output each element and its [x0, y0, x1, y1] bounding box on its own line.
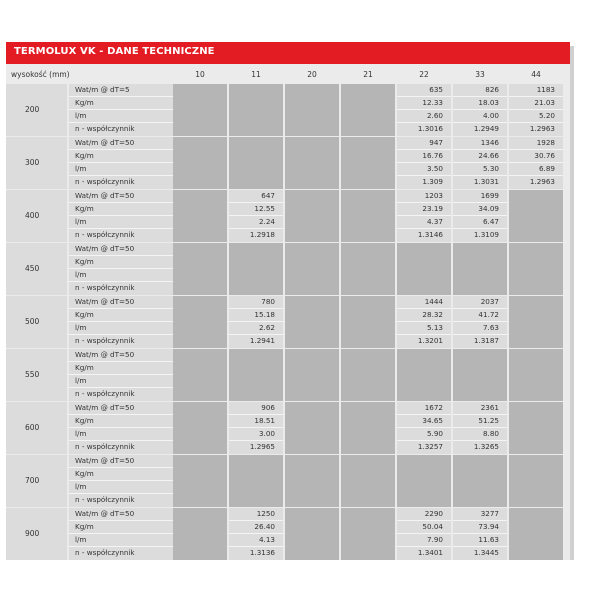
cell-value: 947: [429, 138, 443, 147]
cell-value: 12.55: [254, 204, 275, 213]
cell-value: 4.13: [258, 535, 275, 544]
cell-value: 5.90: [426, 429, 443, 438]
cell-value: 1183: [536, 85, 555, 94]
cell-value: 2.60: [426, 111, 443, 120]
empty-cell: [453, 243, 507, 295]
quantity-label: l/m: [75, 482, 87, 491]
empty-cell: [341, 455, 395, 507]
quantity-label: n - współczynnik: [75, 230, 135, 239]
empty-cell: [509, 455, 563, 507]
cell-value: 11.63: [478, 535, 499, 544]
cell-value: 5.30: [482, 164, 499, 173]
column-header-10: 10: [195, 70, 205, 79]
cell-value: 28.32: [422, 310, 443, 319]
cell-value: 30.76: [534, 151, 555, 160]
empty-cell: [397, 243, 451, 295]
cell-value: 1.2949: [473, 124, 499, 133]
data-cell: [453, 296, 507, 348]
quantity-label: Wat/m @ dT=50: [75, 350, 135, 359]
cell-value: 2037: [480, 297, 499, 306]
empty-cell: [173, 349, 227, 401]
column-header-20: 20: [307, 70, 317, 79]
data-cell: [453, 508, 507, 560]
empty-cell: [509, 402, 563, 454]
quantity-label: Wat/m @ dT=50: [75, 403, 135, 412]
data-cell: [229, 402, 283, 454]
tech-data-panel: [6, 42, 570, 560]
empty-cell: [285, 190, 339, 242]
cell-value: 1346: [480, 138, 499, 147]
empty-cell: [285, 455, 339, 507]
empty-cell: [509, 190, 563, 242]
empty-cell: [173, 402, 227, 454]
table-row-group: [6, 296, 570, 348]
table-row-group: [6, 508, 570, 560]
quantity-labels: [69, 190, 173, 242]
cell-value: 3.00: [258, 429, 275, 438]
data-cell: [453, 84, 507, 136]
cell-value: 21.03: [534, 98, 555, 107]
cell-value: 1.309: [422, 177, 443, 186]
data-cell: [229, 190, 283, 242]
row-height-label: 450: [6, 243, 67, 295]
empty-cell: [341, 84, 395, 136]
empty-cell: [173, 190, 227, 242]
quantity-label: n - współczynnik: [75, 124, 135, 133]
quantity-label: Wat/m @ dT=50: [75, 244, 135, 253]
cell-value: 1203: [424, 191, 443, 200]
data-cell: [509, 84, 563, 136]
cell-value: 18.51: [254, 416, 275, 425]
cell-value: 73.94: [478, 522, 499, 531]
cell-value: 50.04: [422, 522, 443, 531]
empty-cell: [453, 349, 507, 401]
column-header-33: 33: [475, 70, 485, 79]
row-height-label: 200: [6, 84, 67, 136]
cell-value: 15.18: [254, 310, 275, 319]
cell-value: 1.3401: [417, 548, 443, 557]
cell-value: 1.3445: [473, 548, 499, 557]
cell-value: 1.3016: [417, 124, 443, 133]
quantity-label: Wat/m @ dT=5: [75, 85, 130, 94]
quantity-label: l/m: [75, 376, 87, 385]
quantity-label: Wat/m @ dT=50: [75, 138, 135, 147]
quantity-labels: [69, 349, 173, 401]
data-cell: [453, 137, 507, 189]
empty-cell: [173, 455, 227, 507]
row-height-label: 500: [6, 296, 67, 348]
data-cell: [397, 508, 451, 560]
empty-cell: [285, 137, 339, 189]
row-height-label: 600: [6, 402, 67, 454]
column-header-11: 11: [251, 70, 261, 79]
empty-cell: [173, 137, 227, 189]
empty-cell: [509, 243, 563, 295]
quantity-label: Kg/m: [75, 257, 94, 266]
cell-value: 1.3109: [473, 230, 499, 239]
cell-value: 1.3257: [417, 442, 443, 451]
empty-cell: [173, 243, 227, 295]
cell-value: 1.2918: [249, 230, 275, 239]
table-row-group: [6, 84, 570, 136]
quantity-label: n - współczynnik: [75, 442, 135, 451]
data-cell: [509, 137, 563, 189]
cell-value: 6.47: [482, 217, 499, 226]
height-column-header: wysokość (mm): [11, 70, 70, 79]
empty-cell: [229, 84, 283, 136]
cell-value: 647: [261, 191, 275, 200]
cell-value: 780: [261, 297, 275, 306]
table-row-group: [6, 402, 570, 454]
cell-value: 1.3265: [473, 442, 499, 451]
empty-cell: [173, 84, 227, 136]
row-height-label: 900: [6, 508, 67, 560]
cell-value: 1.3187: [473, 336, 499, 345]
quantity-labels: [69, 84, 173, 136]
cell-value: 1672: [424, 403, 443, 412]
cell-value: 3277: [480, 509, 499, 518]
quantity-label: n - współczynnik: [75, 283, 135, 292]
cell-value: 41.72: [478, 310, 499, 319]
quantity-label: Kg/m: [75, 151, 94, 160]
quantity-label: l/m: [75, 111, 87, 120]
empty-cell: [173, 296, 227, 348]
quantity-label: n - współczynnik: [75, 177, 135, 186]
cell-value: 2361: [480, 403, 499, 412]
cell-value: 2.24: [258, 217, 275, 226]
cell-value: 2290: [424, 509, 443, 518]
cell-value: 3.50: [426, 164, 443, 173]
cell-value: 1.2941: [249, 336, 275, 345]
quantity-label: Kg/m: [75, 98, 94, 107]
cell-value: 1699: [480, 191, 499, 200]
quantity-label: l/m: [75, 164, 87, 173]
cell-value: 1.3201: [417, 336, 443, 345]
quantity-label: Kg/m: [75, 469, 94, 478]
cell-value: 8.80: [482, 429, 499, 438]
page-title: TERMOLUX VK - DANE TECHNICZNE: [14, 46, 215, 57]
empty-cell: [341, 508, 395, 560]
cell-value: 6.89: [538, 164, 555, 173]
quantity-label: l/m: [75, 323, 87, 332]
data-cell: [397, 137, 451, 189]
empty-cell: [397, 455, 451, 507]
quantity-labels: [69, 508, 173, 560]
empty-cell: [285, 243, 339, 295]
cell-value: 12.33: [422, 98, 443, 107]
empty-cell: [341, 296, 395, 348]
empty-cell: [509, 349, 563, 401]
column-header-44: 44: [531, 70, 541, 79]
quantity-labels: [69, 137, 173, 189]
cell-value: 26.40: [254, 522, 275, 531]
row-height-label: 300: [6, 137, 67, 189]
empty-cell: [173, 508, 227, 560]
row-height-label: 550: [6, 349, 67, 401]
quantity-label: l/m: [75, 270, 87, 279]
cell-value: 2.62: [258, 323, 275, 332]
cell-value: 23.19: [422, 204, 443, 213]
quantity-labels: [69, 243, 173, 295]
empty-cell: [229, 137, 283, 189]
column-header-22: 22: [419, 70, 429, 79]
title-bar: [6, 42, 570, 64]
cell-value: 34.09: [478, 204, 499, 213]
empty-cell: [285, 402, 339, 454]
quantity-labels: [69, 455, 173, 507]
data-cell: [453, 190, 507, 242]
panel-shadow: [570, 46, 574, 560]
quantity-label: Kg/m: [75, 522, 94, 531]
cell-value: 906: [261, 403, 275, 412]
quantity-label: n - współczynnik: [75, 389, 135, 398]
column-header-row: [6, 69, 570, 81]
quantity-label: n - współczynnik: [75, 548, 135, 557]
cell-value: 7.90: [426, 535, 443, 544]
data-cell: [397, 296, 451, 348]
cell-value: 4.00: [482, 111, 499, 120]
cell-value: 1.2963: [529, 124, 555, 133]
empty-cell: [341, 349, 395, 401]
table-row-group: [6, 455, 570, 507]
cell-value: 24.66: [478, 151, 499, 160]
empty-cell: [285, 349, 339, 401]
table-row-group: [6, 243, 570, 295]
cell-value: 635: [429, 85, 443, 94]
quantity-label: Kg/m: [75, 310, 94, 319]
empty-cell: [509, 508, 563, 560]
cell-value: 16.76: [422, 151, 443, 160]
cell-value: 1250: [256, 509, 275, 518]
cell-value: 1.2963: [529, 177, 555, 186]
quantity-label: l/m: [75, 535, 87, 544]
empty-cell: [341, 190, 395, 242]
table-row-group: [6, 137, 570, 189]
cell-value: 34.65: [422, 416, 443, 425]
empty-cell: [341, 243, 395, 295]
data-cell: [397, 402, 451, 454]
cell-value: 51.25: [478, 416, 499, 425]
cell-value: 1.3136: [249, 548, 275, 557]
quantity-label: Kg/m: [75, 416, 94, 425]
quantity-label: l/m: [75, 429, 87, 438]
empty-cell: [453, 455, 507, 507]
data-cell: [229, 296, 283, 348]
quantity-label: Kg/m: [75, 363, 94, 372]
quantity-label: Wat/m @ dT=50: [75, 456, 135, 465]
cell-value: 1.3146: [417, 230, 443, 239]
cell-value: 18.03: [478, 98, 499, 107]
empty-cell: [341, 402, 395, 454]
quantity-label: Wat/m @ dT=50: [75, 509, 135, 518]
empty-cell: [341, 137, 395, 189]
cell-value: 1.3031: [473, 177, 499, 186]
quantity-label: n - współczynnik: [75, 495, 135, 504]
empty-cell: [285, 508, 339, 560]
empty-cell: [229, 349, 283, 401]
quantity-label: n - współczynnik: [75, 336, 135, 345]
cell-value: 7.63: [482, 323, 499, 332]
cell-value: 1.2965: [249, 442, 275, 451]
cell-value: 4.37: [426, 217, 443, 226]
cell-value: 5.20: [538, 111, 555, 120]
empty-cell: [285, 296, 339, 348]
row-height-label: 700: [6, 455, 67, 507]
empty-cell: [285, 84, 339, 136]
data-cell: [229, 508, 283, 560]
quantity-labels: [69, 402, 173, 454]
cell-value: 1928: [536, 138, 555, 147]
quantity-label: Kg/m: [75, 204, 94, 213]
quantity-label: Wat/m @ dT=50: [75, 191, 135, 200]
row-height-label: 400: [6, 190, 67, 242]
column-header-21: 21: [363, 70, 373, 79]
data-cell: [397, 190, 451, 242]
empty-cell: [229, 455, 283, 507]
cell-value: 5.13: [426, 323, 443, 332]
quantity-labels: [69, 296, 173, 348]
cell-value: 1444: [424, 297, 443, 306]
table-row-group: [6, 349, 570, 401]
empty-cell: [229, 243, 283, 295]
quantity-label: Wat/m @ dT=50: [75, 297, 135, 306]
empty-cell: [397, 349, 451, 401]
cell-value: 826: [485, 85, 499, 94]
data-cell: [397, 84, 451, 136]
table-row-group: [6, 190, 570, 242]
quantity-label: l/m: [75, 217, 87, 226]
empty-cell: [509, 296, 563, 348]
data-cell: [453, 402, 507, 454]
